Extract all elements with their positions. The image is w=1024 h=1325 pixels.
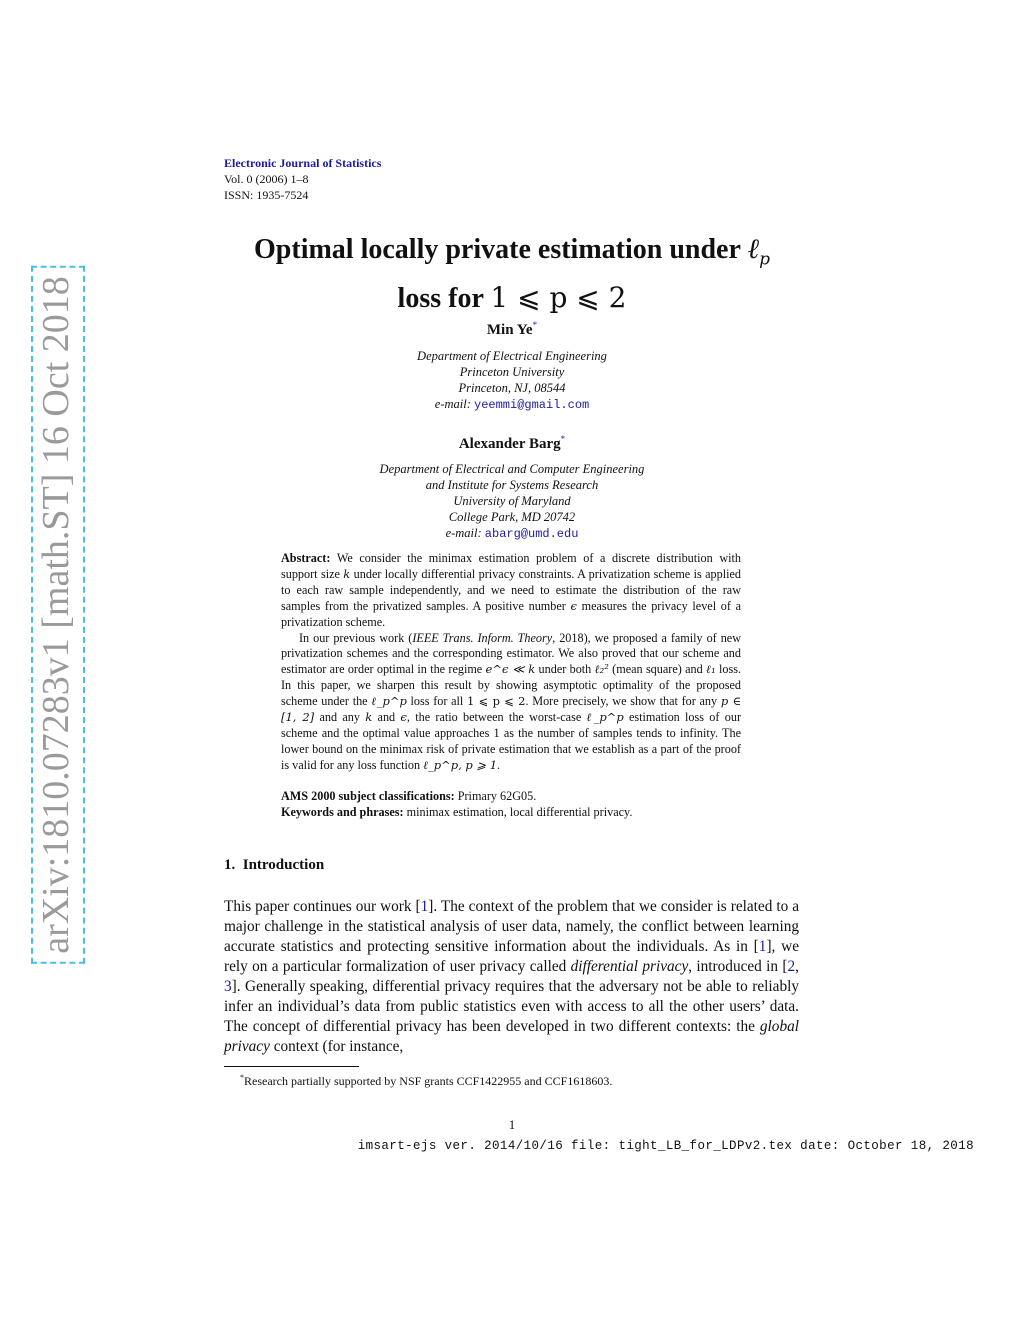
author-name: Alexander Barg* <box>458 434 566 452</box>
classification-keywords <box>281 788 741 820</box>
citation-link[interactable]: 2 <box>787 958 796 975</box>
keywords-value: minimax estimation, local differential privacy. <box>406 805 633 819</box>
body-paragraph: This paper continues our work [1]. The context of the problem that we consider is related to a major challenge in the statistical analysis of user data, namely, the conflict between learning accurate statistics and protecting sensitive information about the individuals. As in [1], we rely on a particular formalization of user privacy called differential privacy, introduced in [2, 3]. Generally speaking, differential privacy requires that the adversary not be able to reliably infer an individual’s data from public statistics even with access to all the other users’ data. The concept of differential privacy has been developed in two different contexts: the global privacy context (for instance, <box>224 898 799 1055</box>
paper-title <box>200 230 824 318</box>
journal-volume: Vol. 0 (2006) 1–8 <box>224 172 309 186</box>
abstract: Abstract: We consider the minimax estimation problem of a discrete distribution with support size k under locally differential privacy constraints. A privatization scheme is applied to each raw sample independently, and we need to estimate the distribution of the raw samples from the privatized samples. A positive number ϵ measures the privacy level of a privatization scheme. In our previous work (IEEE Trans. Inform. Theory, 2018), we proposed a family of new privatization schemes and the corresponding estimator. We also proved that our scheme and estimator are order optimal in the regime e^ϵ ≪ k under both ℓ₂² (mean square) and ℓ₁ loss. In this paper, we sharpen this result by showing asymptotic optimality of the proposed scheme under the ℓ_p^p loss for all 1 ⩽ p ⩽ 2. More precisely, we show that for any p ∈ [1, 2] and any k and ϵ, the ratio between the worst-case ℓ_p^p estimation loss of our scheme and the optimal value approaches 1 as the number of samples tends to infinity. The lower bound on the minimax risk of private estimation that we establish as a part of the proof is valid for any loss function ℓ_p^p, p ⩾ 1. <box>281 551 742 772</box>
citation-link[interactable]: 1 <box>420 898 429 915</box>
ams-label: AMS 2000 subject classifications: <box>281 789 455 803</box>
arxiv-identifier-stamp: arXiv:1810.07283v1 [math.ST] 16 Oct 2018 <box>31 266 85 964</box>
title-line2-text: loss for <box>397 282 491 314</box>
abstract-label: Abstract: <box>281 551 331 565</box>
title-math-ell: ℓ <box>747 232 760 265</box>
ams-value: Primary 62G05. <box>457 789 537 803</box>
footnote-marker-link[interactable]: * <box>560 434 566 444</box>
page-number: 1 <box>508 1117 516 1132</box>
imsart-info-line: imsart-ejs ver. 2014/10/16 file: tight_LB_for_LDPv2.tex date: October 18, 2018 <box>357 1139 974 1153</box>
keywords-label: Keywords and phrases: <box>281 805 404 819</box>
footnote-rule <box>224 1066 359 1067</box>
journal-issn: ISSN: 1935-7524 <box>224 188 309 202</box>
author-name: Min Ye* <box>486 320 538 338</box>
journal-name-link[interactable]: Electronic Journal of Statistics <box>224 156 382 170</box>
footnote-marker-link[interactable]: * <box>532 320 538 330</box>
citation-link[interactable]: 1 <box>758 938 767 955</box>
section-heading: 1. Introduction <box>224 857 325 873</box>
title-line1-text: Optimal locally private estimation under <box>254 234 748 265</box>
author-affiliation: Department of Electrical Engineering Princeton University Princeton, NJ, 08544 e-mail: yeemmi@gmail.com <box>417 349 607 412</box>
title-math-sub: p <box>759 249 770 270</box>
email-link[interactable]: yeemmi@gmail.com <box>474 398 590 412</box>
citation-link[interactable]: 3 <box>224 978 232 995</box>
cited-journal: IEEE Trans. Inform. Theory <box>412 630 553 645</box>
title-math-range: 1 ⩽ p ⩽ 2 <box>490 280 627 314</box>
author-affiliation: Department of Electrical and Computer Engineering and Institute for Systems Research University of Maryland College Park, MD 20742 e-mail: abarg@umd.edu <box>379 462 645 541</box>
journal-header <box>224 155 381 203</box>
email-link[interactable]: abarg@umd.edu <box>484 527 579 541</box>
footnote: *Research partially supported by NSF grants CCF1422955 and CCF1618603. <box>240 1073 613 1088</box>
